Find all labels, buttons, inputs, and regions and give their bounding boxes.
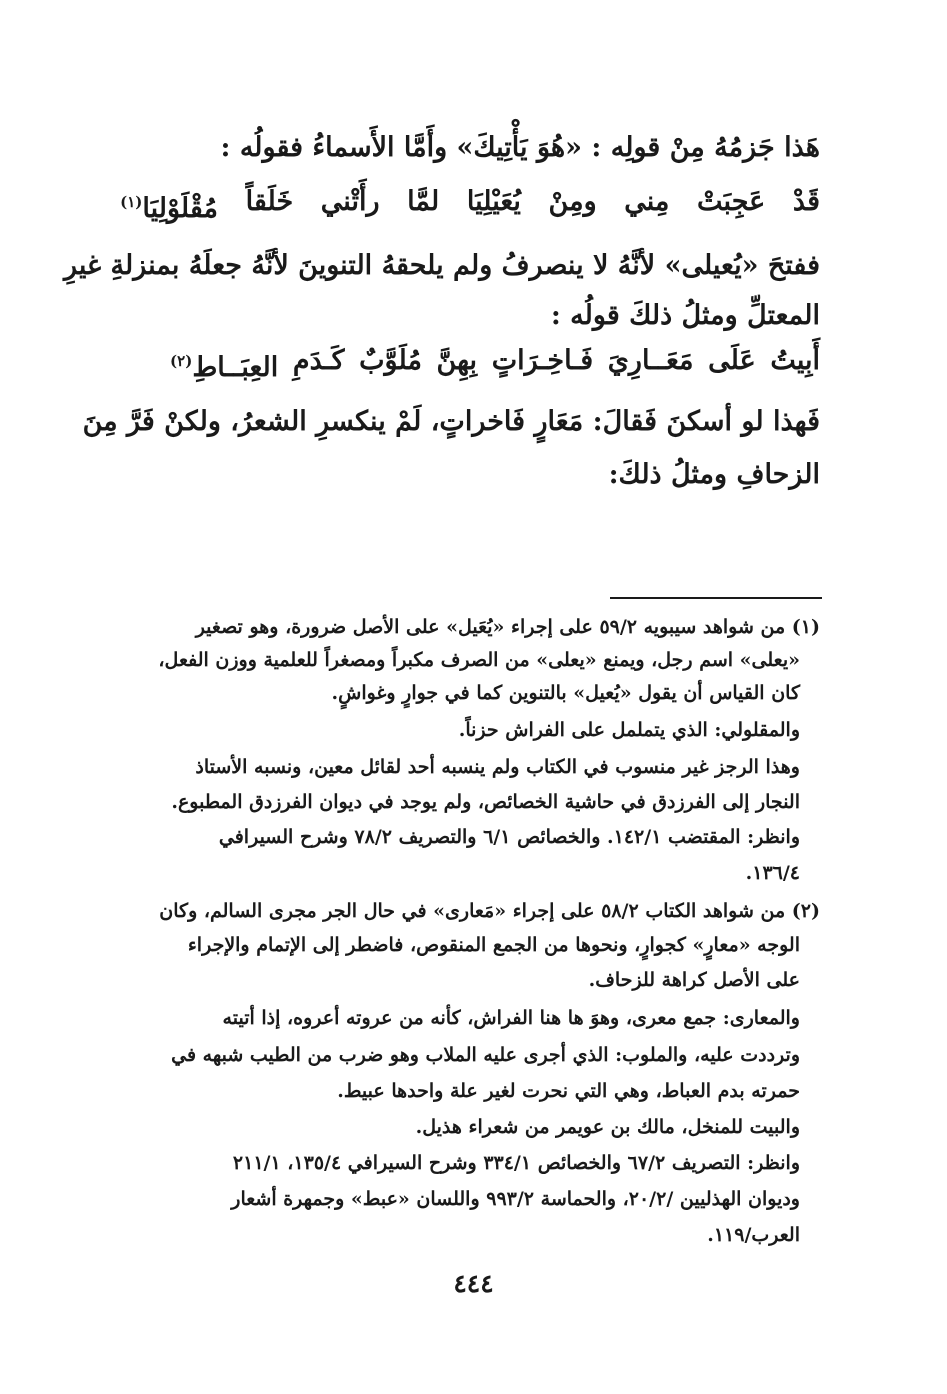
verse-1-word: خَلَقاً xyxy=(245,186,294,217)
verse-1-last-word: مُقْلَوْلِيَا xyxy=(142,193,218,224)
page-number: ٤٤٤ xyxy=(453,1269,494,1298)
footnote-2-line: وانظر: التصريف ٦٧/٢ والخصائص ٣٣٤/١ وشرح السيرافي ١٣٥/٤، ٢١١/١ xyxy=(232,1152,800,1174)
footnote-2-line: على الأصل كراهة للزحاف. xyxy=(588,969,800,991)
verse-2-word xyxy=(170,341,278,388)
text-line-3: ففتحَ «يُعيلى» لأنَّهُ لا ينصرفُ ولم يلحقهُ التنوينَ لأنَّهُ جعلَهُ بمنزلةِ غيرِ xyxy=(63,250,820,281)
footnote-1-line: ١٣٦/٤. xyxy=(745,862,800,884)
verse-2-word: مَعَــارِيَ xyxy=(607,345,694,376)
verse-1-word: قَدْ xyxy=(792,186,820,217)
verse-1 xyxy=(120,182,820,229)
footnote-1-line: النجار إلى الفرزدق في حاشية الخصائص، ولم يوجد في ديوان الفرزدق المطبوع. xyxy=(171,791,800,813)
text-line-4: المعتلِّ ومثلُ ذلكَ قولُه : xyxy=(550,300,820,331)
footnote-1-line: «يعلى» اسم رجل، ويمنع «يعلى» من الصرف مكبراً ومصغراً للعلمية ووزن الفعل، xyxy=(158,649,800,671)
footnote-2-line: والمعارى: جمع معرى، وهوَ ها هنا الفراش، كأنه من عروته أعروه، إذا أتيته xyxy=(222,1007,800,1029)
verse-1-word: عَجِبَتْ xyxy=(697,186,766,217)
footnote-2-line: (٢) من شواهد الكتاب ٥٨/٢ على إجراء «مَعارى» في حال الجر مجرى السالم، وكان xyxy=(159,900,820,922)
verse-1-word: يُعَيْلِيَا xyxy=(466,186,521,217)
footnote-1-line: وانظر: المقتضب ١٤٢/١. والخصائص ٦/١ والتصريف ٧٨/٢ وشرح السيرافي xyxy=(218,826,800,848)
footnote-1-line: (١) من شواهد سيبويه ٥٩/٢ على إجراء «يُعَيل» على الأصل ضرورة، وهو تصغير xyxy=(195,616,820,638)
verse-1-word: ومِنْ xyxy=(548,186,597,217)
footnote-2-line: حمرته بدم العباط، وهي التي نحرت لغير علة واحدها عبيط. xyxy=(337,1080,800,1102)
verse-2 xyxy=(170,341,820,388)
verse-1-word: مِني xyxy=(624,186,670,217)
verse-2-word: مُلَوَّبٌ xyxy=(359,345,422,376)
footnote-2-line: الوجه «معارٍ» كجوارٍ، ونحوها من الجمع المنقوص، فاضطر إلى الإتمام والإجراء xyxy=(187,934,800,956)
footnote-2-line: العرب/١١٩. xyxy=(707,1224,800,1246)
footnote-1-line: والمقلولي: الذي يتململ على الفراش حزناً. xyxy=(458,719,800,741)
text-line-7: الزحافِ ومثلُ ذلكَ: xyxy=(608,459,820,490)
verse-1-word: رأَتْني xyxy=(320,186,380,217)
footnote-1-line: كان القياس أن يقول «يُعيل» بالتنوين كما في جوارٍ وغواشٍ. xyxy=(331,682,800,704)
text-line-1: هَذا جَزمُهُ مِنْ قولِه : «هُوَ يَأْتِيكَ» وأَمَّا الأَسماءُ فقولُه : xyxy=(220,132,820,163)
verse-2-last-word: العِبَــاطِ xyxy=(192,352,279,383)
verse-2-word: بِهِنَّ xyxy=(436,345,478,376)
footnote-marker-1: (١) xyxy=(120,193,143,211)
footnote-marker-2: (٢) xyxy=(170,352,193,370)
verse-2-word: أَبِيتُ xyxy=(770,345,820,376)
verse-1-word xyxy=(120,182,218,229)
verse-2-word: عَلَى xyxy=(708,345,756,376)
footnote-separator xyxy=(610,597,822,599)
footnote-2-line: والبيت للمنخل، مالك بن عويمر من شعراء هذيل. xyxy=(415,1116,800,1138)
footnote-2-line: وديوان الهذليين /٢٠/٢، والحماسة ٩٩٣/٢ واللسان «عبط» وجمهرة أشعار xyxy=(231,1188,800,1210)
footnote-1-line: وهذا الرجز غير منسوب في الكتاب ولم ينسبه أحد لقائل معين، ونسبه الأستاذ xyxy=(195,756,800,778)
text-line-6: فَهذا لو أسكنَ فَقالَ: مَعَارٍ فَاخراتٍ، لَمْ ينكسرِ الشعرُ، ولكنْ فَرَّ مِنَ xyxy=(82,406,820,437)
verse-1-word: لمَّا xyxy=(407,186,440,217)
verse-2-word: كَـدَمِ xyxy=(292,345,345,376)
footnote-2-line: وترددت عليه، والملوب: الذي أجرى عليه الملاب وهو ضرب من الطيب شبهه في xyxy=(171,1044,800,1066)
verse-2-word: فَـاخِـرَاتٍ xyxy=(491,345,594,376)
